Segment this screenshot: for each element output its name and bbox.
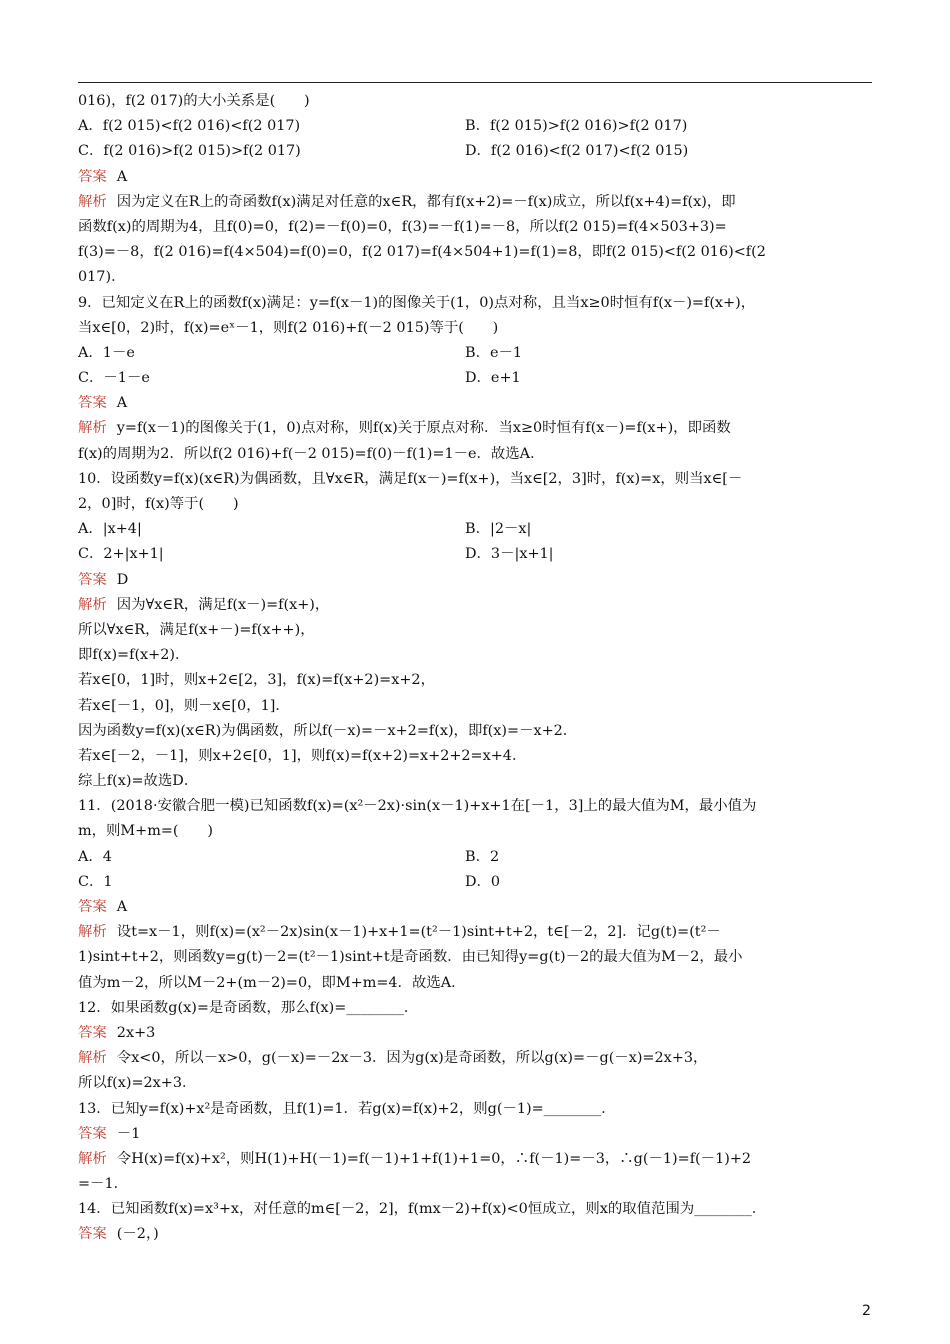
q9-option-b: B．e－1 [465,344,523,361]
q10-analysis-line: 若x∈[0，1]时，则x+2∈[2，3]，f(x)=f(x+2)=x+2， [78,672,435,689]
q9-stem-line: 当x∈[0，2)时，f(x)=eˣ－1，则f(2 016)+f(－2 015)等于( ) [78,319,499,336]
q9-option-c: C．－1－e [78,370,150,387]
q11-stem-line: m，则M+m=( ) [78,823,213,840]
q13-analysis-line [78,1147,874,1172]
q10-analysis-line [78,593,874,618]
answer-label: 答案 [78,571,107,588]
q8-answer [78,165,874,190]
q11-stem-line: 11．(2018·安徽合肥一模)已知函数f(x)=(x²－2x)·sin(x－1)+x+1在[－1，3]上的最大值为M，最小值为 [78,798,757,815]
q11-options-row-1 [78,845,874,870]
q11-option-a: A．4 [78,848,112,865]
q10-analysis-text: 因为∀x∈R，满足f(x－)=f(x+)， [116,596,330,613]
q9-answer [78,391,874,416]
answer-label: 答案 [78,395,107,412]
q8-analysis-line [78,190,874,215]
q9-option-a: A．1－e [78,344,135,361]
q11-option-b: B．2 [465,848,500,865]
q13-answer-value: －1 [116,1125,141,1142]
q11-option-c: C．1 [78,873,113,890]
q10-answer [78,568,874,593]
q13-answer [78,1122,874,1147]
q8-answer-value: A [116,168,128,185]
q8-analysis-line: f(3)=－8，f(2 016)=f(4×504)=f(0)=0，f(2 017)=f(4×504+1)=f(1)=8，即f(2 015)<f(2 016)<f(2 [78,244,766,261]
q8-option-d: D．f(2 016)<f(2 017)<f(2 015) [465,143,689,160]
q13-analysis-line: =－1． [78,1176,128,1193]
q10-options-row-1 [78,517,874,542]
page-number: 2 [862,1303,871,1319]
q9-stem-line: 9．已知定义在R上的函数f(x)满足：y=f(x－1)的图像关于(1，0)点对称，且当x≥0时恒有f(x－)=f(x+)， [78,294,756,311]
answer-label: 答案 [78,1024,107,1041]
q10-option-a: A．|x+4| [78,521,142,538]
q14-answer-value: (－2，) [116,1226,159,1243]
q11-answer-value: A [116,899,128,915]
q8-option-b: B．f(2 015)>f(2 016)>f(2 017) [465,118,688,135]
q8-option-a: A．f(2 015)<f(2 016)<f(2 017) [78,118,301,135]
q10-analysis-line: 因为函数y=f(x)(x∈R)为偶函数，所以f(－x)=－x+2=f(x)，即f(x)=－x+2． [78,722,578,739]
q11-option-d: D．0 [465,873,501,890]
q9-options-row-1 [78,341,874,366]
q9-analysis-text: y=f(x－1)的图像关于(1，0)点对称，则f(x)关于原点对称．当x≥0时恒有f(x－)=f(x+)，即函数 [116,420,731,437]
q12-answer [78,1021,874,1046]
q11-analysis-line: 1)sint+t+2，则函数y=g(t)－2=(t²－1)sint+t是奇函数．由已知得y=g(t)－2的最大值为M－2，最小 [78,949,743,966]
q8-analysis-line: 017)． [78,269,126,286]
q8-analysis-text: 因为定义在R上的奇函数f(x)满足对任意的x∈R，都有f(x+2)=－f(x)成立，所以f(x+4)=f(x)，即 [116,193,736,210]
answer-label: 答案 [78,1125,107,1142]
q11-analysis-line [78,920,874,945]
q10-option-c: C．2+|x+1| [78,546,164,563]
q9-analysis-line [78,416,874,441]
q10-stem-line: 10．设函数y=f(x)(x∈R)为偶函数，且∀x∈R，满足f(x－)=f(x+)，当x∈[2，3]时，f(x)=x，则当x∈[－ [78,470,743,487]
q12-answer-value: 2x+3 [116,1024,156,1041]
q12-analysis-line [78,1046,874,1071]
analysis-label: 解析 [78,596,107,613]
analysis-label: 解析 [78,1050,107,1067]
document-body [78,89,874,1248]
q10-option-b: B．|2－x| [465,521,532,538]
q9-analysis-line: f(x)的周期为2．所以f(2 016)+f(－2 015)=f(0)－f(1)=1－e．故选A． [78,445,545,462]
q9-option-d: D．e+1 [465,370,521,387]
q10-answer-value: D [116,571,129,588]
analysis-label: 解析 [78,1150,107,1167]
q14-stem: 14．已知函数f(x)=x³+x，对任意的m∈[－2，2]，f(mx－2)+f(x)<0恒成立，则x的取值范围为________． [78,1201,767,1218]
answer-label: 答案 [78,168,107,185]
q8-options-row-1 [78,114,874,139]
q10-analysis-line: 若x∈[－2，－1]，则x+2∈[0，1]，则f(x)=f(x+2)=x+2+2=x+4． [78,747,527,764]
q13-stem: 13．已知y=f(x)+x²是奇函数，且f(1)=1．若g(x)=f(x)+2，则g(－1)=________． [78,1100,616,1117]
q12-analysis-text: 令x<0，所以－x>0，g(－x)=－2x－3．因为g(x)是奇函数，所以g(x)=－g(－x)=2x+3， [116,1050,708,1067]
q10-stem-line: 2，0]时，f(x)等于( ) [78,496,239,512]
q8-stem: 016)，f(2 017)的大小关系是( ) [78,93,310,109]
q11-analysis-text: 设t=x－1，则f(x)=(x²－2x)sin(x－1)+x+1=(t²－1)sint+t+2，t∈[－2，2]．记g(t)=(t²－ [116,924,721,941]
q10-analysis-line: 综上f(x)=故选D． [78,773,199,790]
q14-answer [78,1222,874,1247]
q8-option-c: C．f(2 016)>f(2 015)>f(2 017) [78,143,301,160]
q12-analysis-line: 所以f(x)=2x+3． [78,1075,197,1092]
q8-analysis-line: 函数f(x)的周期为4，且f(0)=0，f(2)=－f(0)=0，f(3)=－f(1)=－8，所以f(2 015)=f(4×503+3)= [78,218,727,235]
q10-options-row-2 [78,542,874,567]
answer-label: 答案 [78,899,107,915]
q11-analysis-line: 值为m－2，所以M－2+(m－2)=0，即M+m=4．故选A． [78,974,466,991]
analysis-label: 解析 [78,924,107,941]
analysis-label: 解析 [78,193,107,210]
q10-option-d: D．3－|x+1| [465,546,554,563]
q10-analysis-line: 若x∈[－1，0]，则－x∈[0，1]． [78,697,290,714]
q9-answer-value: A [116,395,128,412]
q9-options-row-2 [78,366,874,391]
q10-analysis-line: 即f(x)=f(x+2)． [78,647,190,664]
q12-stem: 12．如果函数g(x)=是奇函数，那么f(x)=________． [78,999,419,1016]
q8-options-row-2 [78,139,874,164]
q10-analysis-line: 所以∀x∈R，满足f(x+－)=f(x++)， [78,621,315,638]
q13-analysis-text: 令H(x)=f(x)+x²，则H(1)+H(－1)=f(－1)+1+f(1)+1=0，∴f(－1)=－3，∴g(－1)=f(－1)+2 [116,1150,752,1167]
q11-options-row-2 [78,870,874,895]
header-rule [78,82,872,83]
q11-answer [78,895,874,920]
answer-label: 答案 [78,1226,107,1243]
analysis-label: 解析 [78,420,107,437]
